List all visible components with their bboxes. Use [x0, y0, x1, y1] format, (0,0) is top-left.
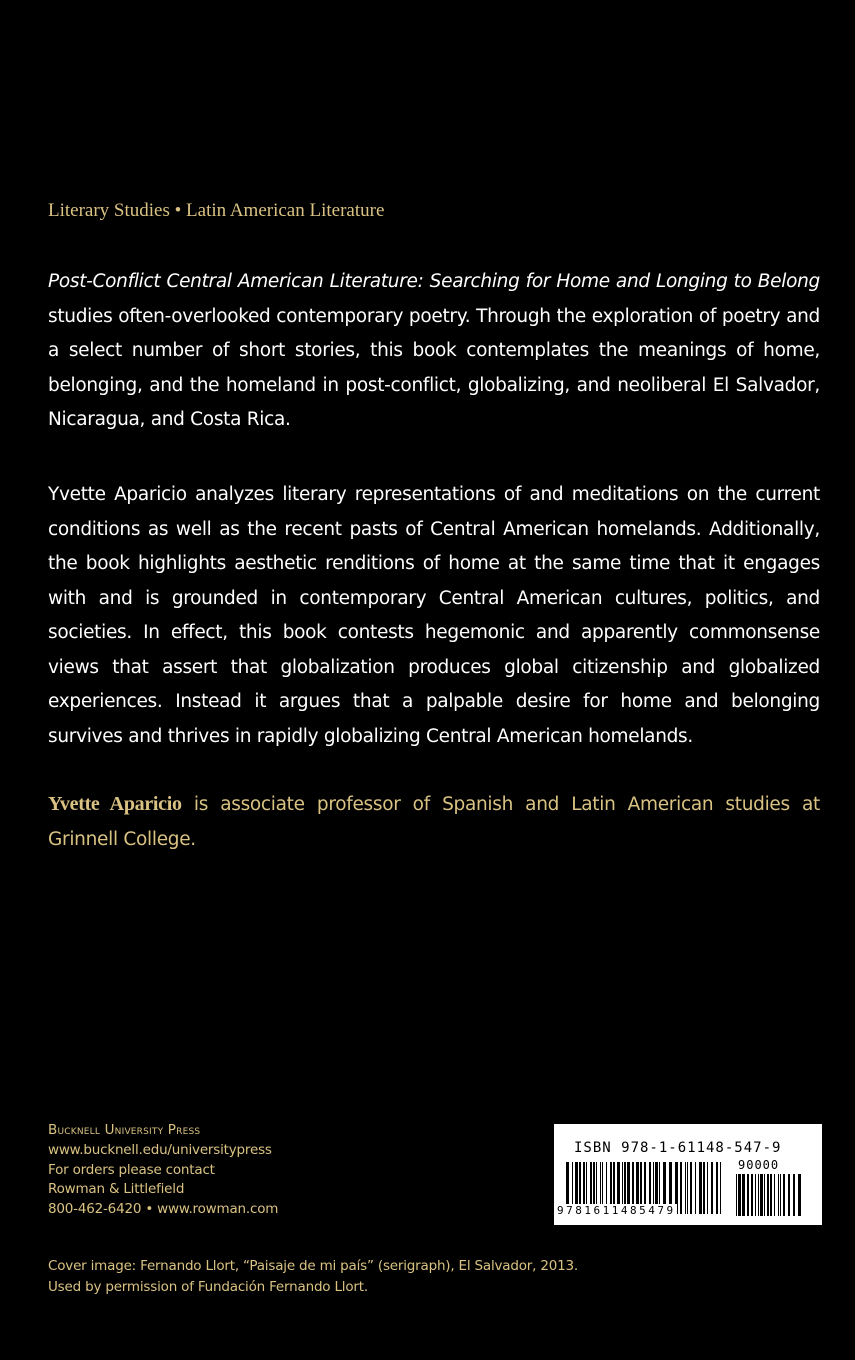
- author-name: Yvette Aparicio: [48, 793, 182, 815]
- cover-credit: [48, 1256, 578, 1297]
- description-paragraph-1-body: studies often-overlooked contemporary poetry. Through the exploration of poetry and a select number of short stories, this book contemplates the meanings of home, belonging, and the homeland in post-conflict, globalizing, and neoliberal El Salvador, Nicaragua, and Costa Rica.: [48, 305, 820, 430]
- cover-credit-line-1: Cover image: Fernando Llort, “Paisaje de mi país” (serigraph), El Salvador, 2013.: [48, 1258, 578, 1274]
- book-title: Post-Conflict Central American Literature: Searching for Home and Longing to Belong: [48, 271, 820, 292]
- barcode-digits: 9781611485479: [557, 1204, 676, 1217]
- distributor-name: Rowman & Littlefield: [48, 1181, 185, 1198]
- publisher-url: www.bucknell.edu/universitypress: [48, 1141, 272, 1158]
- publisher-name: Bucknell University Press: [48, 1122, 201, 1138]
- distributor-contact: 800-462-6420 • www.rowman.com: [48, 1201, 279, 1218]
- publisher-info: [48, 1121, 278, 1220]
- isbn-label: ISBN 978-1-61148-547-9: [574, 1140, 782, 1156]
- description-paragraph-1: [48, 265, 820, 438]
- orders-note: For orders please contact: [48, 1161, 215, 1178]
- subject-category: Literary Studies • Latin American Literature: [48, 200, 385, 221]
- author-bio: [48, 787, 820, 857]
- description-paragraph-2: Yvette Aparicio analyzes literary representations of and meditations on the current conditions as well as the recent pasts of Central American homelands. Additionally, the book highlights aesthetic renditions of home at the same time that it engages with and is grounded in contemporary Central American cultures, politics, and societies. In effect, this book contests hegemonic and apparently commonsense views that assert that globalization produces global citizenship and globalized experiences. Instead it argues that a palpable desire for home and belonging survives and thrives in rapidly globalizing Central American homelands.: [48, 484, 820, 747]
- cover-credit-line-2: Used by permission of Fundación Fernando Llort.: [48, 1278, 368, 1295]
- isbn-barcode: [554, 1124, 822, 1225]
- price-code: 90000: [738, 1158, 780, 1172]
- author-bio-text: is associate professor of Spanish and Latin American studies at Grinnell College.: [48, 794, 821, 850]
